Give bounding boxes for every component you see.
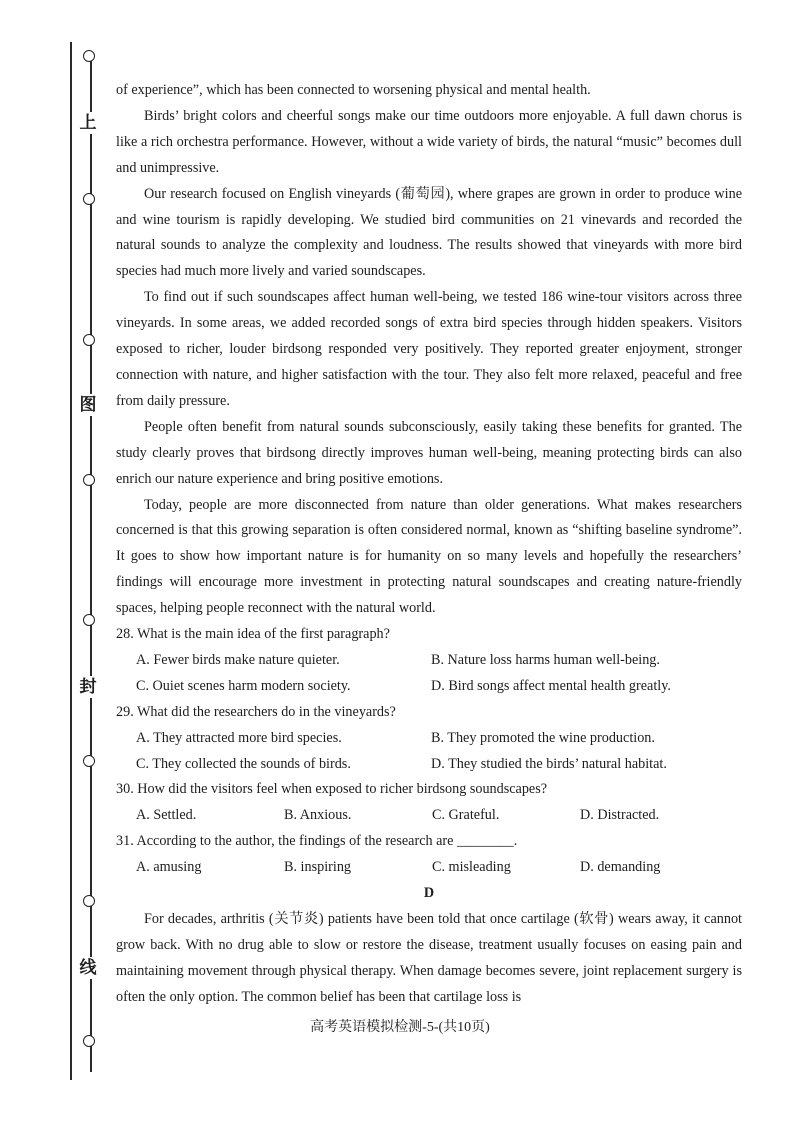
option-b: B. Nature loss harms human well-being.	[431, 651, 660, 668]
option-d: D. They studied the birds’ natural habitat.	[431, 755, 667, 772]
option-d: D. Distracted.	[580, 807, 660, 824]
option-a: A. amusing	[136, 859, 202, 876]
binding-label: 线	[76, 957, 100, 979]
binding-hole	[83, 614, 95, 626]
question-29	[116, 700, 742, 778]
passage-paragraph: Our research focused on English vineyards (葡萄园), where grapes are grown in order to produce wine and wine tourism is rapidly developing. We studied bird communities on 21 vinevards and recorded the natural sounds to analyze the complexity and loudness. The results showed that vineyards with more bird species had much more lively and varied soundscapes.	[116, 185, 742, 280]
option-c: C. Grateful.	[432, 807, 500, 824]
option-b: B. Anxious.	[284, 807, 352, 824]
binding-line	[70, 42, 72, 1080]
passage-paragraph: Today, people are more disconnected from nature than older generations. What makes researchers concerned is that this growing separation is often considered normal, known as “shifting baseline syndrome”. It goes to show how important nature is for humanity on so many levels and hopefully the researchers’ findings will encourage more investment in protecting natural soundscapes and creating nature-friendly spaces, helping people reconnect with the natural world.	[116, 496, 742, 617]
option-d: D. demanding	[580, 859, 661, 876]
page-footer: 高考英语模拟检测-5-(共10页)	[310, 1020, 490, 1035]
question-31	[116, 829, 742, 881]
question-stem: 30. How did the visitors feel when exposed to richer birdsong soundscapes?	[116, 781, 548, 798]
page-content	[116, 78, 742, 1011]
option-a: A. Settled.	[136, 807, 197, 824]
binding-label: 图	[76, 394, 100, 416]
option-a: A. Fewer birds make nature quieter.	[136, 651, 340, 668]
section-heading: D	[423, 885, 435, 902]
question-stem: 28. What is the main idea of the first paragraph?	[116, 626, 390, 643]
question-stem: 29. What did the researchers do in the vineyards?	[116, 703, 396, 720]
option-b: B. inspiring	[284, 859, 352, 876]
option-a: A. They attracted more bird species.	[136, 729, 342, 746]
question-28	[116, 622, 742, 700]
option-d: D. Bird songs affect mental health greatly.	[431, 677, 671, 694]
option-c: C. Ouiet scenes harm modern society.	[136, 677, 351, 694]
binding-hole	[83, 474, 95, 486]
passage-paragraph: People often benefit from natural sounds subconsciously, easily taking these benefits for granted. The study clearly proves that birdsong directly improves human well-being, meaning protecting birds can also enrich our nature experience and bring positive emotions.	[116, 418, 742, 487]
binding-hole	[83, 755, 95, 767]
binding-margin	[0, 0, 110, 1132]
binding-hole	[83, 1035, 95, 1047]
option-c: C. misleading	[432, 859, 511, 876]
binding-line	[90, 56, 92, 1072]
binding-label: 封	[76, 676, 100, 698]
binding-hole	[83, 193, 95, 205]
question-stem: 31. According to the author, the findings of the research are ________.	[116, 833, 518, 850]
binding-hole	[83, 334, 95, 346]
passage-paragraph: Birds’ bright colors and cheerful songs make our time outdoors more enjoyable. A full dawn chorus is like a rich orchestra performance. However, without a wide variety of birds, the natural “music” becomes dull and unimpressive.	[116, 107, 742, 176]
question-30	[116, 777, 742, 829]
passage-paragraph: For decades, arthritis (关节炎) patients have been told that once cartilage (软骨) wears away, it cannot grow back. With no drug able to slow or restore the disease, treatment usually focuses on easing pain and maintaining movement through physical therapy. When damage becomes severe, joint replacement surgery is often the only option. The common belief has been that cartilage loss is	[116, 911, 742, 1005]
binding-label: 上	[76, 112, 100, 134]
passage-paragraph: To find out if such soundscapes affect human well-being, we tested 186 wine-tour visitors across three vineyards. In some areas, we added recorded songs of extra bird species through hidden speakers. Visitors exposed to richer, louder birdsong responded very positively. They reported greater enjoyment, stronger connection with nature, and higher satisfaction with the tour. They also felt more relaxed, peaceful and free from daily pressure.	[116, 289, 742, 409]
binding-hole	[83, 50, 95, 62]
passage-paragraph: of experience”, which has been connected to worsening physical and mental health.	[116, 82, 591, 98]
option-b: B. They promoted the wine production.	[431, 729, 655, 746]
binding-hole	[83, 895, 95, 907]
option-c: C. They collected the sounds of birds.	[136, 755, 351, 772]
